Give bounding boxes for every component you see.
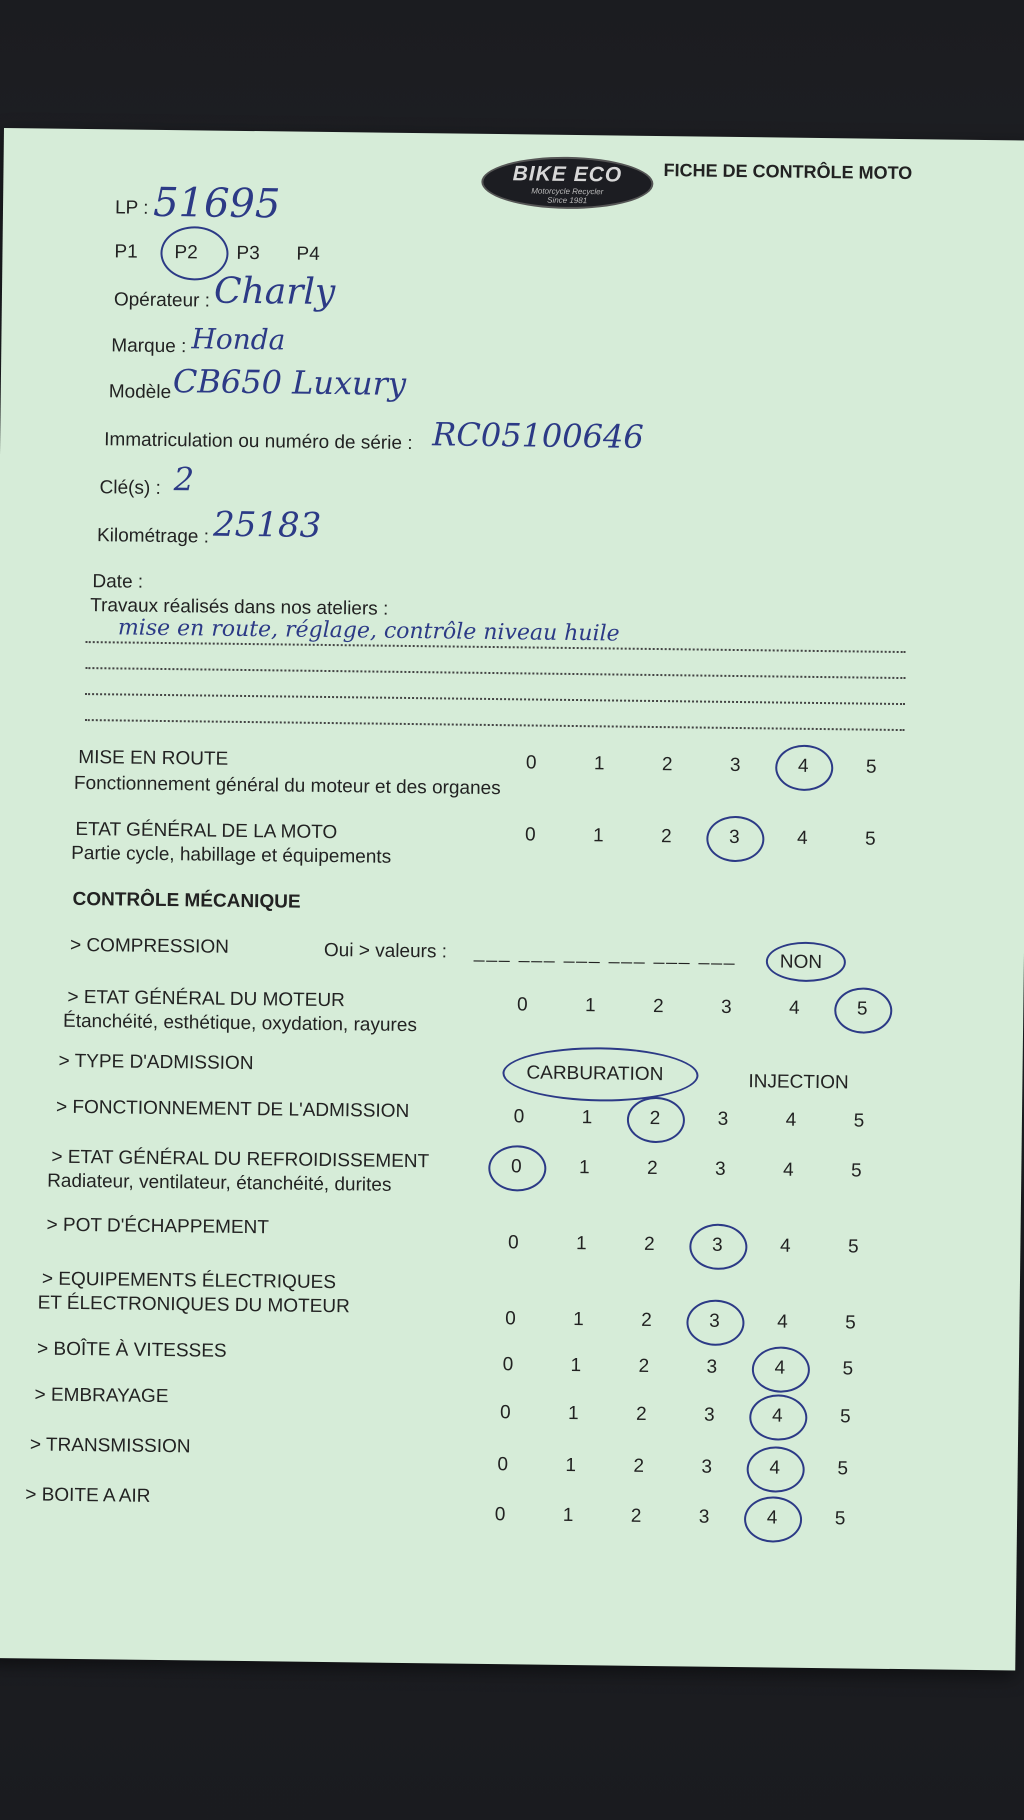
model-label: Modèle	[108, 381, 172, 404]
rating-row-7-score-5[interactable]: 5	[842, 1358, 854, 1380]
date-label: Date :	[92, 571, 144, 593]
rating-row-6-score-4[interactable]: 4	[777, 1311, 788, 1333]
rating-row-3-score-4[interactable]: 4	[785, 1109, 797, 1131]
rating-row-3-score-3[interactable]: 3	[717, 1108, 729, 1130]
rating-row-6-sub: ET ÉLECTRONIQUES DU MOTEUR	[37, 1292, 350, 1318]
rating-row-4-score-1[interactable]: 1	[578, 1157, 590, 1179]
rating-row-1-score-1[interactable]: 1	[592, 825, 604, 847]
admission-type-label: > TYPE D'ADMISSION	[58, 1050, 254, 1075]
rating-row-6-score-5[interactable]: 5	[845, 1312, 856, 1334]
rating-row-6-score-1[interactable]: 1	[573, 1309, 584, 1331]
rating-row-10-selected-circle	[744, 1496, 803, 1543]
admission-option-injection[interactable]: INJECTION	[748, 1071, 849, 1094]
rating-row-3-selected-circle	[627, 1097, 686, 1144]
registration-value[interactable]: RC05100646	[432, 415, 644, 456]
works-value[interactable]: mise en route, réglage, contrôle niveau huile	[117, 615, 620, 647]
rating-row-2-score-5[interactable]: 5	[856, 998, 868, 1020]
operator-value[interactable]: Charly	[213, 270, 336, 314]
control-sheet	[0, 128, 1024, 1670]
rating-row-2-sub: Étanchéité, esthétique, oxydation, rayures	[62, 1010, 418, 1037]
rating-row-8-label: > EMBRAYAGE	[34, 1384, 169, 1408]
rating-row-0-score-1[interactable]: 1	[593, 753, 605, 775]
lp-label: LP :	[114, 197, 149, 219]
admission-option-carburation[interactable]: CARBURATION	[526, 1062, 664, 1086]
rating-row-2-selected-circle	[834, 987, 893, 1034]
rating-row-1-sub: Partie cycle, habillage et équipements	[71, 842, 392, 868]
rating-row-10-score-0[interactable]: 0	[494, 1504, 506, 1526]
rating-row-6-score-3[interactable]: 3	[709, 1310, 720, 1332]
rating-row-9-score-1[interactable]: 1	[565, 1454, 577, 1477]
rating-row-1-score-3[interactable]: 3	[728, 826, 740, 849]
rating-row-0-selected-circle	[775, 744, 834, 791]
admission-selected-circle	[502, 1046, 699, 1102]
rating-row-8-score-3[interactable]: 3	[703, 1404, 715, 1426]
rating-row-0-score-3[interactable]: 3	[729, 754, 741, 777]
logo-text: BIKE ECO	[512, 162, 623, 187]
rating-row-0-score-0[interactable]: 0	[525, 752, 537, 774]
priority-option-p3[interactable]: P3	[236, 242, 260, 265]
rating-row-1-score-5[interactable]: 5	[864, 828, 876, 850]
rating-row-5-selected-circle	[689, 1223, 748, 1270]
rating-row-7-score-3[interactable]: 3	[706, 1356, 718, 1378]
rating-row-9-score-3[interactable]: 3	[701, 1456, 713, 1478]
rating-row-4-selected-circle	[488, 1145, 547, 1192]
rating-row-5-score-4[interactable]: 4	[779, 1235, 791, 1257]
rating-row-0-score-5[interactable]: 5	[865, 756, 877, 778]
rating-row-5-label: > POT D'ÉCHAPPEMENT	[46, 1214, 270, 1239]
rating-row-5-score-0[interactable]: 0	[507, 1232, 519, 1254]
rating-row-8-score-0[interactable]: 0	[499, 1402, 511, 1424]
rating-row-8-selected-circle	[749, 1394, 808, 1441]
logo-tagline: Motorcycle Recycler	[531, 186, 604, 197]
rating-row-3-score-1[interactable]: 1	[581, 1107, 593, 1129]
rating-row-7-selected-circle	[752, 1346, 811, 1393]
priority-option-p1[interactable]: P1	[114, 241, 138, 263]
logo-since: Since 1981	[547, 195, 588, 206]
rating-row-2-score-3[interactable]: 3	[720, 996, 732, 1018]
compression-non-circle	[766, 941, 846, 982]
compression-label: > COMPRESSION	[69, 934, 230, 958]
rating-row-5-score-1[interactable]: 1	[575, 1233, 587, 1255]
rating-row-4-score-3[interactable]: 3	[714, 1158, 726, 1180]
rating-row-8-score-2[interactable]: 2	[635, 1403, 647, 1425]
rating-row-4-label: > ETAT GÉNÉRAL DU REFROIDISSEMENT	[51, 1146, 430, 1173]
model-value[interactable]: CB650 Luxury	[172, 362, 407, 403]
rating-row-1-score-0[interactable]: 0	[524, 824, 536, 846]
rating-row-1-score-4[interactable]: 4	[796, 827, 808, 849]
rating-row-3-score-5[interactable]: 5	[853, 1110, 865, 1132]
rating-row-6-score-0[interactable]: 0	[505, 1308, 516, 1330]
bike-eco-logo	[481, 156, 654, 210]
rating-row-2-score-0[interactable]: 0	[516, 994, 528, 1016]
keys-value[interactable]: 2	[173, 460, 195, 499]
rating-row-7-label: > BOÎTE À VITESSES	[36, 1338, 227, 1362]
rating-row-7-score-1[interactable]: 1	[570, 1355, 582, 1377]
rating-row-6-score-2[interactable]: 2	[641, 1309, 652, 1332]
rating-row-6-selected-circle	[686, 1299, 745, 1346]
works-label: Travaux réalisés dans nos ateliers :	[90, 595, 389, 620]
keys-label: Clé(s) :	[99, 477, 161, 499]
rating-row-5-score-3[interactable]: 3	[711, 1234, 723, 1256]
works-line-4	[85, 719, 905, 731]
rating-row-10-score-4[interactable]: 4	[766, 1507, 778, 1529]
rating-row-7-score-0[interactable]: 0	[502, 1354, 514, 1376]
rating-row-6-label: > EQUIPEMENTS ÉLECTRIQUES	[41, 1268, 337, 1294]
rating-row-0-score-4[interactable]: 4	[797, 755, 809, 777]
rating-row-4-score-4[interactable]: 4	[782, 1159, 794, 1181]
rating-row-4-score-2[interactable]: 2	[646, 1157, 658, 1180]
rating-row-9-score-4[interactable]: 4	[769, 1457, 781, 1479]
rating-row-0-score-2[interactable]: 2	[661, 754, 673, 776]
rating-row-3-score-0[interactable]: 0	[513, 1106, 525, 1128]
operator-label: Opérateur :	[113, 289, 211, 312]
rating-row-1-label: ETAT GÉNÉRAL DE LA MOTO	[75, 818, 338, 844]
rating-row-8-score-1[interactable]: 1	[567, 1402, 579, 1425]
registration-label: Immatriculation ou numéro de série :	[104, 429, 413, 455]
section-mechanical-heading: CONTRÔLE MÉCANIQUE	[72, 888, 301, 913]
rating-row-9-score-2[interactable]: 2	[633, 1455, 645, 1477]
rating-row-10-score-5[interactable]: 5	[834, 1508, 846, 1530]
rating-row-10-score-3[interactable]: 3	[698, 1506, 710, 1528]
compression-values-label: Oui > valeurs :	[323, 939, 448, 963]
rating-row-2-score-2[interactable]: 2	[652, 995, 664, 1018]
rating-row-5-score-2[interactable]: 2	[643, 1233, 655, 1256]
rating-row-9-score-0[interactable]: 0	[497, 1454, 509, 1476]
mileage-label: Kilométrage :	[96, 525, 210, 548]
rating-row-9-selected-circle	[746, 1446, 805, 1493]
rating-row-8-score-5[interactable]: 5	[839, 1406, 851, 1428]
works-line-2	[85, 667, 905, 679]
rating-row-10-score-1[interactable]: 1	[562, 1504, 574, 1527]
rating-row-3-label: > FONCTIONNEMENT DE L'ADMISSION	[55, 1096, 410, 1123]
rating-row-9-score-5[interactable]: 5	[837, 1458, 849, 1480]
rating-row-7-score-2[interactable]: 2	[638, 1355, 650, 1377]
rating-row-8-score-4[interactable]: 4	[771, 1405, 783, 1427]
rating-row-0-label: MISE EN ROUTE	[78, 746, 229, 770]
compression-non-option[interactable]: NON	[779, 951, 823, 974]
brand-label: Marque :	[111, 335, 187, 358]
rating-row-4-score-5[interactable]: 5	[850, 1160, 862, 1182]
priority-option-p2[interactable]: P2	[174, 242, 198, 264]
rating-row-10-score-2[interactable]: 2	[630, 1505, 642, 1527]
lp-value[interactable]: 51695	[152, 179, 281, 228]
rating-row-1-selected-circle	[706, 816, 765, 863]
rating-row-1-score-2[interactable]: 2	[660, 826, 672, 848]
sheet-title: FICHE DE CONTRÔLE MOTO	[663, 160, 913, 184]
brand-value[interactable]: Honda	[191, 322, 286, 357]
rating-row-10-label: > BOITE A AIR	[25, 1484, 151, 1507]
mileage-value[interactable]: 25183	[212, 504, 322, 546]
rating-row-7-score-4[interactable]: 4	[774, 1357, 786, 1379]
works-line-3	[85, 693, 905, 705]
rating-row-2-score-1[interactable]: 1	[584, 995, 596, 1017]
rating-row-9-label: > TRANSMISSION	[29, 1434, 191, 1458]
rating-row-5-score-5[interactable]: 5	[847, 1236, 859, 1258]
rating-row-0-sub: Fonctionnement général du moteur et des organes	[73, 772, 501, 800]
rating-row-4-score-0[interactable]: 0	[510, 1156, 522, 1178]
rating-row-4-sub: Radiateur, ventilateur, étanchéité, durites	[47, 1170, 392, 1196]
priority-option-p4[interactable]: P4	[296, 243, 320, 265]
rating-row-3-score-2[interactable]: 2	[649, 1107, 661, 1130]
compression-values-blanks[interactable]: ___ ___ ___ ___ ___ ___	[473, 941, 737, 967]
rating-row-2-label: > ETAT GÉNÉRAL DU MOTEUR	[67, 986, 345, 1012]
rating-row-2-score-4[interactable]: 4	[788, 997, 800, 1019]
